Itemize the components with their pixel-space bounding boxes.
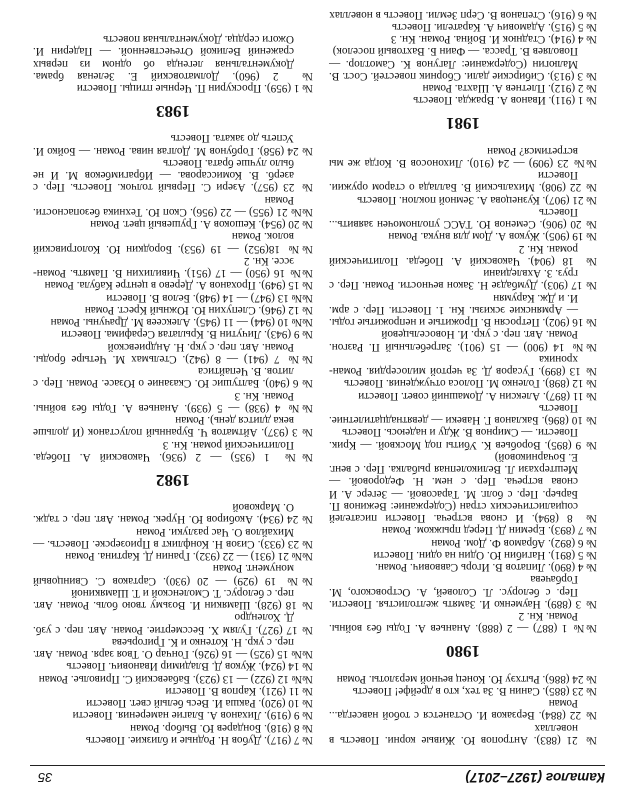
catalog-entry: № 1 (911). Иванов А. Вражда. Повесть xyxy=(413,94,597,107)
catalog-entry: №№ 21 (931) — 22 (932). Гранин Д. Картина. Роман xyxy=(65,550,313,563)
catalog-entry: № 12 (898). Голенко М. Полоса отчуждения. Повесть xyxy=(344,377,597,390)
catalog-entry: № 3 (937). Айтматов Ч. Буранный полустанок (И дольше века длится день). Роман xyxy=(33,414,313,439)
catalog-entry: № 12 (946). Слепухин Ю. Южный Крест. Роман xyxy=(84,304,313,316)
catalog-entry: № 16 (902). Петросян В. Прожитые и непрожитые годы. — Армянские эскизы. Кн. 1. Повести. Пер. с арм. И. и Дж. Карумян xyxy=(329,291,597,329)
year-heading: 1982 xyxy=(156,471,190,490)
catalog-entry: №№ 21 (955) — 22 (956). Скоп Ю. Техника безопасности. Роман xyxy=(33,193,313,218)
catalog-entry: №№ 15 (925) — 16 (926). Гончар О. Твоя заря. Роман. Авт. пер. с укр. Н. Котенко и К. Григорьева xyxy=(33,636,313,661)
page-number: 35 xyxy=(38,770,53,785)
catalog-entry: № 19 (905). Жуков А. Дом для внука. Роман xyxy=(388,230,597,243)
catalog-entry: №№ 23 (909) — 24 (910). Лихоносов В. Когда же мы встретимся? Роман xyxy=(329,144,597,169)
catalog-entry: №№ 7 (941) — 8 (942). Стельмах М. Четыре броды. Роман. Авт. пер. с укр. Н. Андриевской xyxy=(33,340,313,365)
catalog-entry: № 3 (913). Сибирские дали. Сборник повестей. Сост. В. Малюгин (Содержание: Лагунов К. Самотлор. — Поволяев В. Трасса. — Фаин Б. Вахтовый поселок) xyxy=(329,45,597,82)
catalog-entry: № 1 (959). Проскурин П. Черные птицы. Повести xyxy=(76,82,313,95)
catalog-entry: №№ 13 (947) — 14 (948). Белов В. Повести xyxy=(106,291,313,304)
catalog-entry: № 15 (949). Проханов А. Дерево в центре Кабула. Роман xyxy=(44,279,313,292)
catalog-entry: №№ 18(952) — 19 (953). Бородкин Ю. Кологривский волок. Роман xyxy=(33,230,313,255)
column-left xyxy=(329,9,597,747)
header-title: Каталог (1927–2017) xyxy=(465,770,605,785)
catalog-entry: № 21 (883). Антропов Ю. Живые корни. Повесть в новеллах xyxy=(329,721,597,746)
catalog-entry: № 24 (934). Акобиров Ю. Нурек. Роман. Авт. пер. с тадж. О. Марковой xyxy=(33,501,313,526)
catalog-entry: № 22 (908). Михальский В. Баллада о старом оружии. Повести xyxy=(329,169,597,194)
catalog-entry: № 9 (943). Личутин В. Крылатая Серафима. Повести xyxy=(61,328,313,341)
catalog-entry: № 23 (933). Сизов Н. Конфликт в Приозерске. Повесть. — Михайлов О. Час разлуки. Роман xyxy=(33,525,313,550)
catalog-entry: № 6 (916). Степанов В. Серп Земли. Повесть в новеллах xyxy=(329,8,597,21)
catalog-entry: № 2 (960). Долматовский Е. Зеленая брама. Документальная легенда об одном из первых сражений Великой Отечественной. — Падерин И. Ожоги сердца. Документальная повесть xyxy=(33,33,313,82)
catalog-entry: № 3 (889). Науменко И. Замять желтолистья. Повести. Пер. с белорус. Л. Соловей, А. Островского, М. Горбачева xyxy=(329,573,597,610)
catalog-entry: № 5 (915). Адамович А. Каратели. Повесть xyxy=(391,21,597,33)
catalog-entry: №№ 4 (938) — 5 (939). Ананьев А. Годы без войны. Роман. Кн. 3 xyxy=(33,389,313,414)
catalog-entry: № 8 (918). Бондарев Ю. Выбор. Роман xyxy=(130,721,313,734)
catalog-entry: № 9 (919). Лиханов А. Благие намерения. Повести xyxy=(72,709,313,722)
catalog-entry: № 9 (895). Воробьев К. Убиты под Москвой. — Крик. Повести. — Смирнов В. Жду и надеюсь. Повесть xyxy=(329,426,597,451)
catalog-entry: № 20 (906). Семенов Ю. ТАСС уполномочен заявить... Повесть xyxy=(329,206,597,231)
catalog-entry: № 11 (921). Карпов В. Повести xyxy=(165,685,313,697)
catalog-entry: № 11 (897). Алексин А. Домашний совет. Повести xyxy=(358,389,597,402)
catalog-entry: № 21 (907). Кузнецова А. Земной поклон. Повесть xyxy=(357,193,597,206)
catalog-entry: №№ 12 (922) — 13 (923). Бабаевский С. Приволье. Роман xyxy=(38,672,313,685)
catalog-entry: № 18 (928). Шамякин И. Возьму твою боль. Роман. Авт. пер. с белорус. Т. Смоленской и Т. Шамякиной xyxy=(33,587,313,612)
catalog-entry: № 6 (892). Абрамов Ф. Дом. Роман xyxy=(431,536,597,549)
catalog-entry: №№ 10 (944) — 11 (945). Алексеев М. Драчуны. Роман xyxy=(50,316,313,329)
catalog-entry: № 20 (954). Кешоков А. Грушевый цвет. Роман xyxy=(90,218,313,231)
catalog-entry: № 13 (899). Гусаров Д. За чертой милосердия. Роман-хроника xyxy=(329,353,597,378)
year-heading: 1983 xyxy=(156,102,190,122)
catalog-entry: №№ 14 (900) — 15 (901). Загребельный П. Разгон. Роман. Авт. пер. с укр. И. Новосельцевой xyxy=(329,328,597,353)
catalog-entry: № 22 (884). Верзаков И. Останется с тобой навсегда... Роман xyxy=(329,697,597,722)
catalog-entry: № 10 (920). Ракша И. Весь белый свет. Повести xyxy=(86,697,313,710)
catalog-entry: № 5 (891). Нагибин Ю. Один на один. Повести xyxy=(373,549,597,561)
catalog-entry: № 8 (894). И снова встреча. Повести писателей социалистических стран (Содержание: Вежинов П. Барьер. Пер. с болг. М. Тарасовой. — Зегерс А. И снова встреча. Пер. с нем. Н. Федоровой. — Мештерхази Л. Великолепная рыбалка. Пер. с венг. Е. Бочарниковой) xyxy=(329,451,597,525)
catalog-entry: № 17 (903). Думбадзе Н. Закон вечности. Роман. Пер. с груз. З. Ахвледиани xyxy=(329,267,597,292)
catalog-entry: № 24 (886). Рытхэу Ю. Конец вечной мерзлоты. Роман xyxy=(336,672,597,685)
year-heading: 1980 xyxy=(446,642,480,662)
column-right xyxy=(33,33,313,746)
catalog-entry: №№ 1 (887) — 2 (888). Ананьев А. Годы без войны. Роман. Кн. 2 xyxy=(329,610,597,635)
catalog-entry: №№ 16 (950) — 17 (951). Чивилихин В. Память. Роман-эссе. Кн. 2 xyxy=(33,255,313,280)
catalog-entry: № 7 (917). Дубов Н. Родные и близкие. Повесть xyxy=(85,734,313,746)
running-header xyxy=(30,765,605,786)
catalog-entry: № 14 (924). Жуков Д. Владимир Иванович. Повесть xyxy=(66,660,313,673)
catalog-entry: № 4 (914). Стаднюк И. Война. Роман. Кн. 3 xyxy=(390,33,597,46)
catalog-entry: № 24 (958). Горбунов М. Долгая нива. Роман. — Бойко И. Успеть до заката. Повесть xyxy=(33,132,313,157)
catalog-entry: № 6 (940). Балтушис Ю. Сказание о Юзасе. Роман. Пер. с литов. В. Чепайтиса xyxy=(33,365,313,390)
catalog-entry: №№ 19 (929) — 20 (930). Сартаков С. Свинцовый монумент. Роман xyxy=(33,562,313,587)
year-heading: 1981 xyxy=(446,114,480,134)
catalog-entry: № 4 (890). Липатов В. Игорь Саввович. Роман. xyxy=(375,561,597,574)
catalog-entry: № 17 (927). Гулям Х. Бессмертие. Роман. Авт. пер. с узб. Д. Холендро xyxy=(33,611,313,636)
catalog-entry: № 23 (957). Азери С. Первый толчок. Повесть. Пер. с азерб. В. Комиссарова. — Ибрагимбеков М. И не было лучше брата. Повесть xyxy=(33,157,313,194)
catalog-entry: № 18 (904). Чаковский А. Победа. Политический роман. Кн. 2 xyxy=(329,242,597,267)
catalog-entry: № 23 (885). Санин В. За тех, кто в дрейфе! Повесть xyxy=(352,685,597,697)
catalog-entry: №№ 1 (935) — 2 (936). Чаковский А. Победа. Политический роман. Кн. 3 xyxy=(33,438,313,463)
catalog-entry: № 10 (896). Бакланов Г. Навеки — девятнадцатилетние. Повесть xyxy=(329,402,597,427)
catalog-entry: № 7 (893). Еремин Д. Перед прыжком. Роман xyxy=(381,524,597,537)
catalog-entry: № 2 (912). Плетнев А. Шахта. Роман xyxy=(422,82,597,95)
